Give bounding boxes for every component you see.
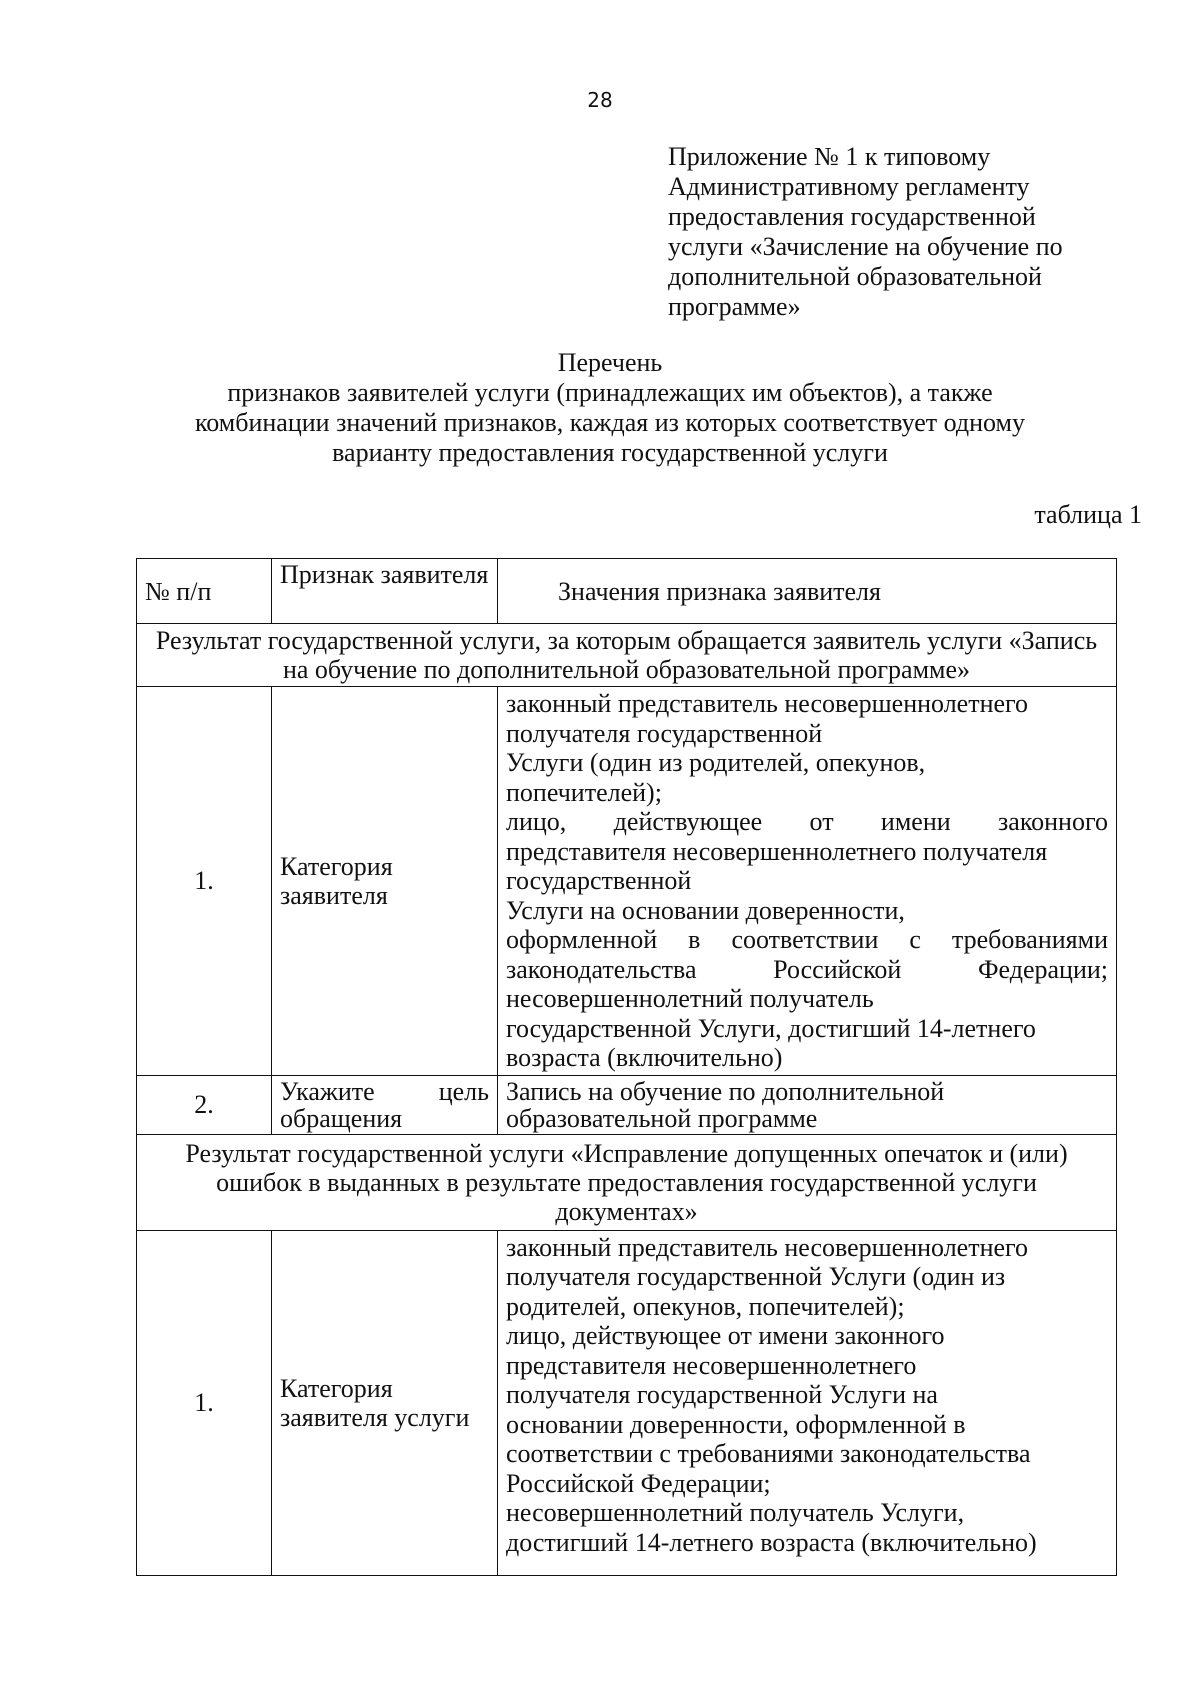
header-values: Значения признака заявителя bbox=[498, 559, 1117, 624]
row-values bbox=[498, 1075, 1117, 1134]
row-num: 2. bbox=[137, 1075, 272, 1134]
row-values bbox=[498, 1230, 1117, 1576]
appendix-line: Административному регламенту bbox=[668, 172, 1030, 201]
value-line: возраста (включительно) bbox=[506, 1043, 783, 1072]
section-title: Результат государственной услуги «Исправление допущенных опечаток и (или) ошибок в выданных в результате предоставления государственной услуги документах» bbox=[137, 1134, 1117, 1230]
section-title: Результат государственной услуги, за которым обращается заявитель услуги «Запись на обучение по дополнительной образовательной программе» bbox=[137, 624, 1117, 687]
table-row bbox=[137, 687, 1117, 1076]
applicant-attributes-table bbox=[136, 558, 1117, 1576]
value-line: получателя государственной Услуги на bbox=[506, 1380, 938, 1409]
value-line: несовершеннолетний получатель bbox=[506, 984, 874, 1013]
appendix-line: дополнительной образовательной bbox=[668, 262, 1042, 291]
row-num: 1. bbox=[137, 1230, 272, 1576]
row-attribute: Категория заявителя услуги bbox=[272, 1230, 498, 1576]
value-line: представителя несовершеннолетнего bbox=[506, 1350, 917, 1380]
value-line: Услуги (один из родителей, опекунов, bbox=[506, 748, 926, 777]
appendix-line: услуги «Зачисление на обучение по bbox=[668, 232, 1063, 261]
heading-title: Перечень bbox=[557, 348, 663, 377]
value-line: лицо, действующее от имени законного bbox=[506, 807, 1108, 836]
section-row bbox=[137, 1134, 1117, 1230]
value-line: законный представитель несовершеннолетнего bbox=[506, 689, 1029, 718]
table-row bbox=[137, 1230, 1117, 1576]
value-line: государственной bbox=[506, 866, 692, 895]
value-line: основании доверенности, оформленной в bbox=[506, 1409, 966, 1439]
section-row bbox=[137, 624, 1117, 687]
value-line: родителей, опекунов, попечителей); bbox=[506, 1291, 905, 1321]
value-line: несовершеннолетний получатель Услуги, bbox=[506, 1498, 965, 1527]
value-line: достигший 14-летнего возраста (включительно) bbox=[506, 1527, 1037, 1557]
value-line: законодательства Российской Федерации; bbox=[506, 954, 1108, 984]
appendix-line: программе» bbox=[668, 292, 801, 321]
document-heading bbox=[150, 348, 1070, 468]
appendix-line: предоставления государственной bbox=[668, 202, 1036, 231]
table-label: таблица 1 bbox=[1034, 500, 1142, 529]
header-num: № п/п bbox=[137, 559, 272, 624]
value-line: получателя государственной Услуги (один из bbox=[506, 1262, 1006, 1291]
value-line: Российской Федерации; bbox=[506, 1468, 771, 1498]
row-values bbox=[498, 687, 1117, 1076]
row-num: 1. bbox=[137, 687, 272, 1076]
value-line: Услуги на основании доверенности, bbox=[506, 895, 905, 925]
value-line: оформленной в соответствии с требованиями bbox=[506, 925, 1108, 954]
value-line: государственной Услуги, достигший 14-летнего bbox=[506, 1013, 1036, 1043]
header-attribute: Признак заявителя bbox=[272, 559, 498, 624]
table-header-row bbox=[137, 559, 1117, 624]
value-line: Запись на обучение по дополнительной bbox=[506, 1076, 945, 1106]
appendix-note bbox=[668, 142, 1108, 322]
heading-line: признаков заявителей услуги (принадлежащих им объектов), а также bbox=[227, 378, 993, 407]
value-line: лицо, действующее от имени законного bbox=[506, 1321, 945, 1350]
heading-line: комбинации значений признаков, каждая из которых соответствует одному bbox=[194, 408, 1025, 437]
value-line: законный представитель несовершеннолетнего bbox=[506, 1232, 1029, 1262]
heading-line: варианту предоставления государственной услуги bbox=[332, 438, 888, 467]
value-line: получателя государственной bbox=[506, 718, 823, 748]
page-number: 28 bbox=[587, 88, 613, 112]
row-attribute: Категория заявителя bbox=[272, 687, 498, 1076]
value-line: образовательной программе bbox=[506, 1103, 818, 1133]
value-line: попечителей); bbox=[506, 777, 662, 807]
value-line: представителя несовершеннолетнего получателя bbox=[506, 836, 1048, 866]
row-attribute: Укажите цель обращения bbox=[272, 1075, 498, 1134]
table-row bbox=[137, 1075, 1117, 1134]
appendix-line: Приложение № 1 к типовому bbox=[668, 142, 991, 171]
value-line: соответствии с требованиями законодательства bbox=[506, 1439, 1031, 1468]
